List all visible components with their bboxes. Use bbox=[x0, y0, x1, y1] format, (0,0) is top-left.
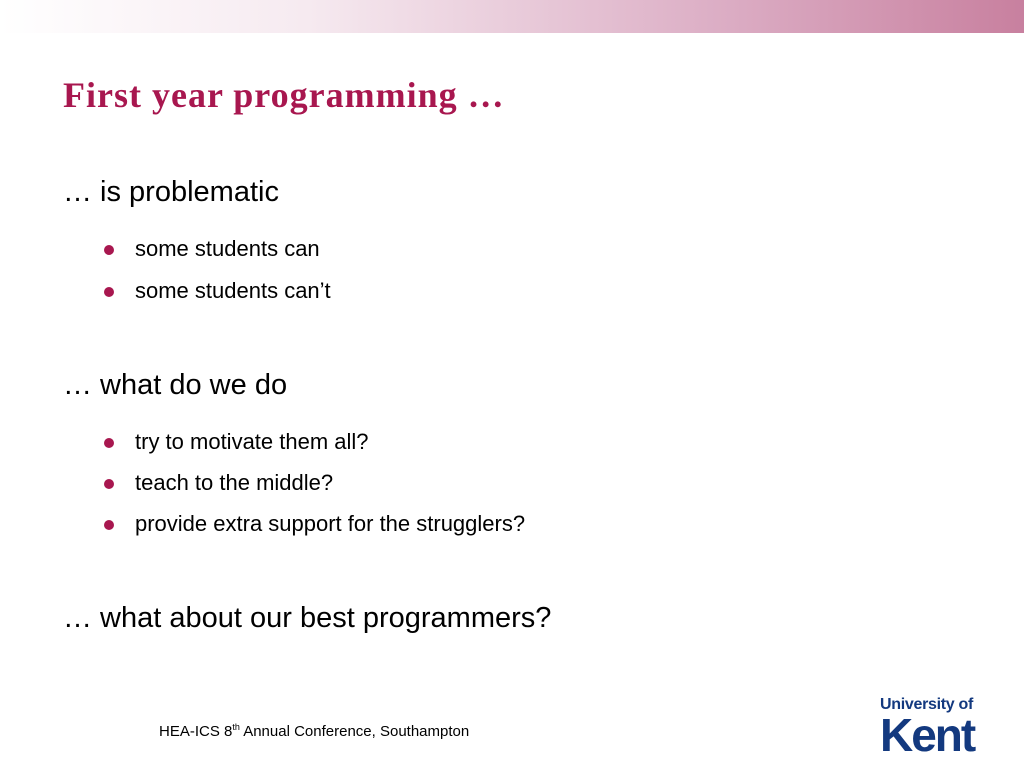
footer-conference bbox=[159, 722, 469, 740]
slide-title: First year programming … bbox=[63, 75, 505, 115]
bullet-text: try to motivate them all? bbox=[135, 429, 369, 454]
top-gradient-bar bbox=[0, 0, 1024, 33]
logo-line-1: University of bbox=[880, 696, 974, 713]
section-heading-best-programmers: … what about our best programmers? bbox=[63, 602, 552, 634]
footer-prefix: HEA-ICS 8 bbox=[159, 723, 233, 740]
footer-suffix: Annual Conference, Southampton bbox=[239, 723, 470, 740]
university-logo bbox=[880, 696, 984, 761]
footer-superscript: th bbox=[232, 722, 240, 732]
bullet-dot-icon bbox=[104, 245, 114, 255]
section-heading-problematic: … is problematic bbox=[63, 176, 279, 208]
bullet-text: some students can’t bbox=[135, 278, 331, 303]
bullet-text: some students can bbox=[135, 236, 320, 261]
bullet-dot-icon bbox=[104, 479, 114, 489]
bullet-dot-icon bbox=[104, 438, 114, 448]
bullet-text: provide extra support for the strugglers? bbox=[135, 511, 526, 536]
logo-line-2: Kent bbox=[880, 709, 975, 761]
bullet-dot-icon bbox=[104, 520, 114, 530]
bullet-dot-icon bbox=[104, 287, 114, 297]
section-heading-what-do-we-do: … what do we do bbox=[63, 369, 288, 401]
bullet-text: teach to the middle? bbox=[135, 470, 334, 495]
